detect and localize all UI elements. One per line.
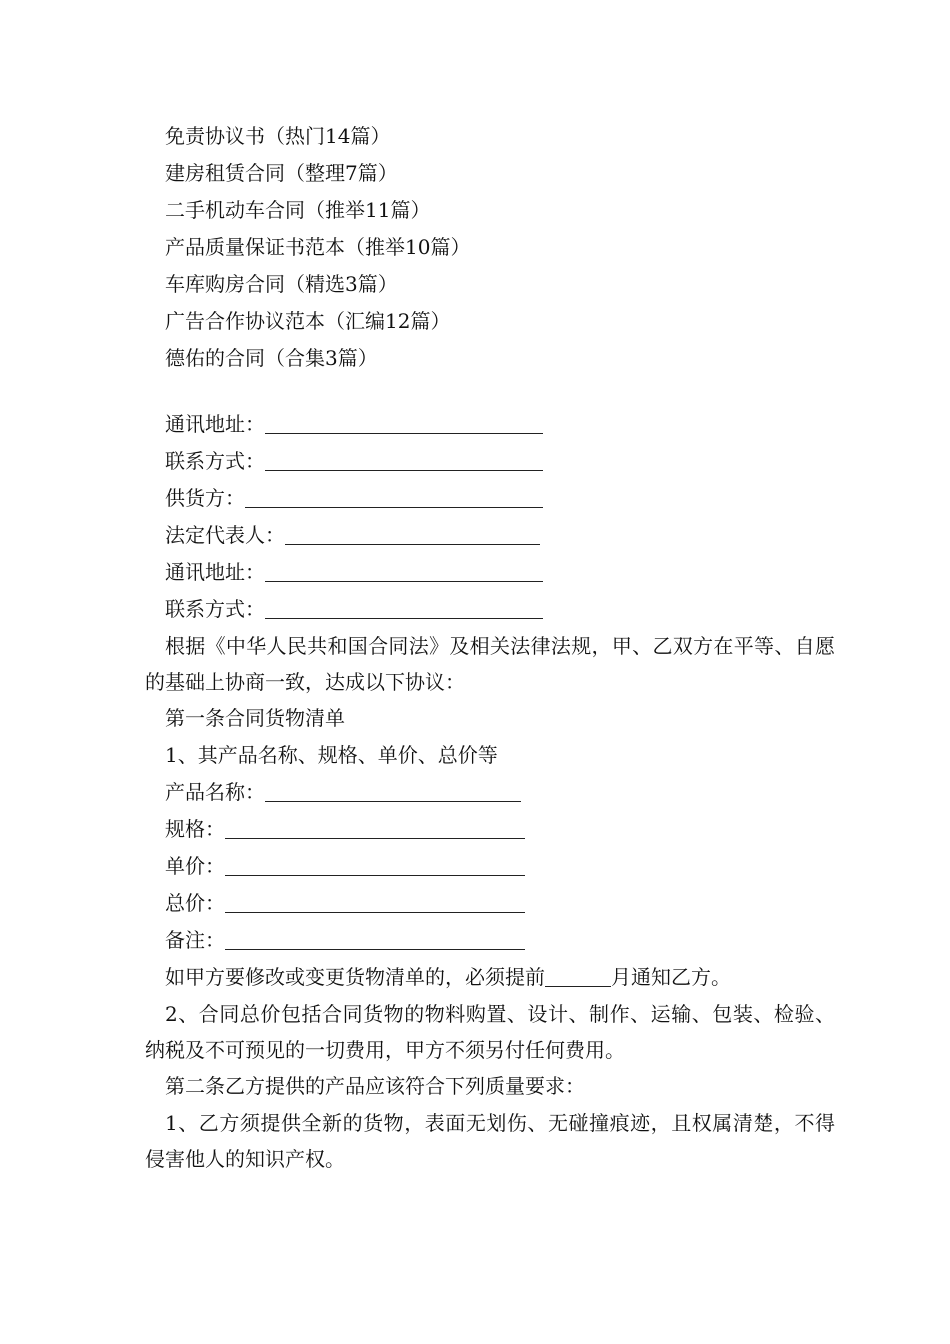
legal-rep-blank xyxy=(285,522,540,545)
address-label: 通讯地址： xyxy=(165,560,265,584)
article-2-title: 第二条乙方提供的产品应该符合下列质量要求： xyxy=(165,1074,585,1098)
related-link[interactable]: 广告合作协议范本（汇编12篇） xyxy=(165,309,451,333)
total-price-blank xyxy=(225,890,525,913)
address-label: 通讯地址： xyxy=(165,412,265,436)
spec-label: 规格： xyxy=(165,817,225,841)
change-notice-tail: 月通知乙方。 xyxy=(611,965,731,989)
spec-field xyxy=(145,811,835,848)
remark-label: 备注： xyxy=(165,928,225,952)
supplier-field xyxy=(145,480,835,517)
related-link[interactable]: 建房租赁合同（整理7篇） xyxy=(165,161,398,185)
total-price-field xyxy=(145,885,835,922)
product-name-field xyxy=(145,774,835,811)
related-link[interactable]: 二手机动车合同（推举11篇） xyxy=(165,198,431,222)
contact-label: 联系方式： xyxy=(165,597,265,621)
change-notice xyxy=(145,959,835,996)
spec-blank xyxy=(225,816,525,839)
contact-blank xyxy=(265,448,543,471)
address-blank xyxy=(265,559,543,582)
article-1-item-1: 1、其产品名称、规格、单价、总价等 xyxy=(165,743,498,767)
document-body xyxy=(145,118,835,1177)
remark-blank xyxy=(225,927,525,950)
total-price-label: 总价： xyxy=(165,891,225,915)
section-spacer xyxy=(145,377,835,406)
product-name-label: 产品名称： xyxy=(165,780,265,804)
address-blank xyxy=(265,411,543,434)
article-1-item-2: 2、合同总价包括合同货物的物料购置、设计、制作、运输、包装、检验、纳税及不可预见的一切费用，甲方不须另付任何费用。 xyxy=(145,1002,835,1062)
related-link[interactable]: 车库购房合同（精选3篇） xyxy=(165,272,398,296)
unit-price-label: 单价： xyxy=(165,854,225,878)
address-field-2 xyxy=(145,554,835,591)
legal-rep-field xyxy=(145,517,835,554)
supplier-blank xyxy=(245,485,543,508)
contact-label: 联系方式： xyxy=(165,449,265,473)
related-link[interactable]: 德佑的合同（合集3篇） xyxy=(165,346,378,370)
contact-field-1 xyxy=(145,443,835,480)
related-link[interactable]: 产品质量保证书范本（推举10篇） xyxy=(165,235,471,259)
unit-price-field xyxy=(145,848,835,885)
article-2-item-1: 1、乙方须提供全新的货物，表面无划伤、无碰撞痕迹，且权属清楚，不得侵害他人的知识产权。 xyxy=(145,1111,835,1171)
related-link[interactable]: 免责协议书（热门14篇） xyxy=(165,124,391,148)
supplier-label: 供货方： xyxy=(165,486,245,510)
product-name-blank xyxy=(265,779,521,802)
contact-blank xyxy=(265,596,543,619)
intro-paragraph: 根据《中华人民共和国合同法》及相关法律法规，甲、乙双方在平等、自愿的基础上协商一致，达成以下协议： xyxy=(145,634,835,694)
month-blank xyxy=(545,964,611,987)
address-field-1 xyxy=(145,406,835,443)
legal-rep-label: 法定代表人： xyxy=(165,523,285,547)
contact-field-2 xyxy=(145,591,835,628)
remark-field xyxy=(145,922,835,959)
change-notice-text: 如甲方要修改或变更货物清单的，必须提前 xyxy=(165,965,545,989)
unit-price-blank xyxy=(225,853,525,876)
article-1-title: 第一条合同货物清单 xyxy=(165,706,345,730)
